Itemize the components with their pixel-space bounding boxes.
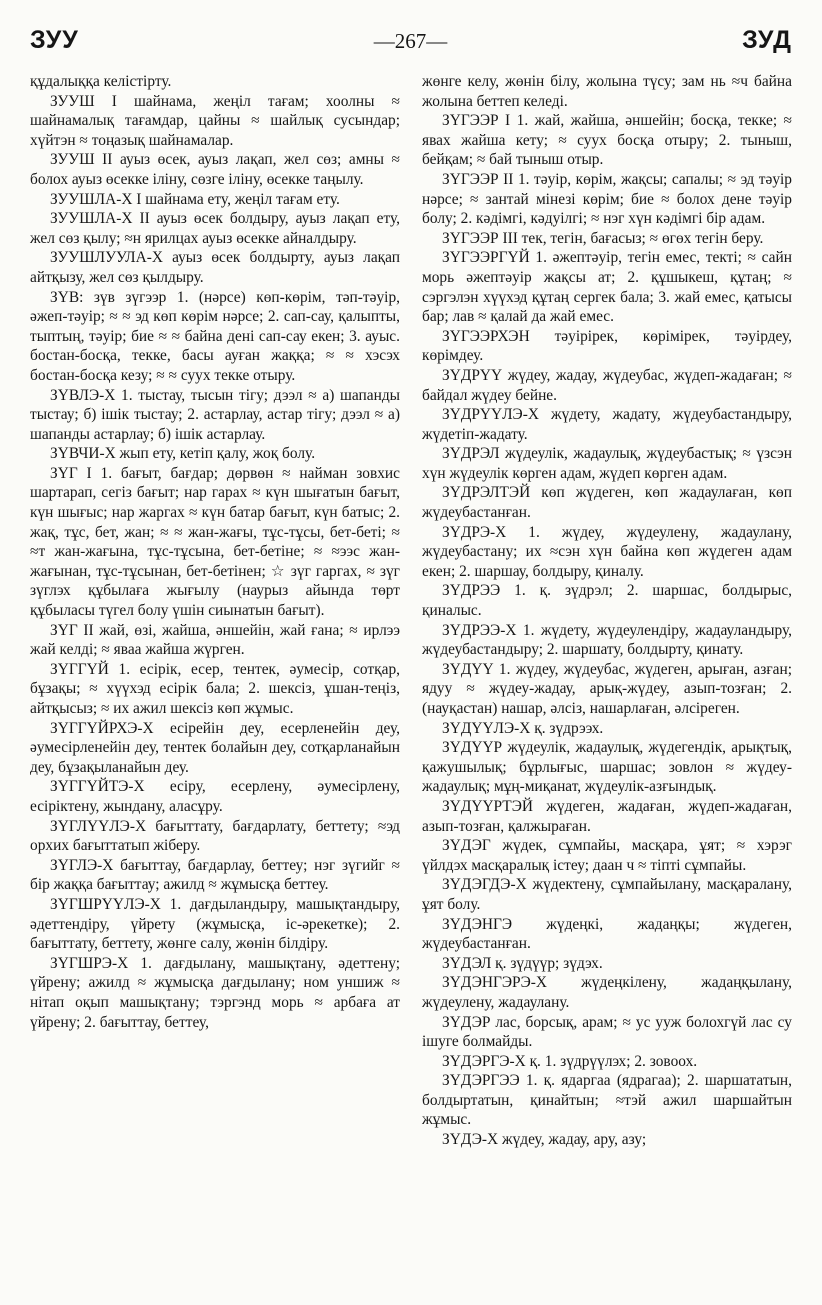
dictionary-entry: ЗҮДЭРГЭ-Х қ. 1. зүдрүүлэх; 2. зовоох. xyxy=(442,1052,698,1070)
dictionary-entry: ЗҮВЧИ-Х жып ету, кетіп қалу, жоқ болу. xyxy=(50,445,316,463)
dictionary-entry: ЗУУШ I шайнама, жеңіл тағам; хоолны ≈ шайнамалық тағамдар, цайны ≈ шайлық сусындар; хүйтэн ≈ тоңазық шайнамалар. xyxy=(30,92,400,149)
dictionary-entry: ЗҮДРҮҮ жүдеу, жадау, жүдеубас, жүдеп-жадаған; ≈ байдал жүдеу бейне. xyxy=(422,366,792,404)
dictionary-entry: ЗУУШ II ауыз өсек, ауыз лақап, жел сөз; амны ≈ болох ауыз өсекке іліну, сөзге іліну, өсекке таңылу. xyxy=(30,151,400,188)
dictionary-entry: ЗҮДҮҮЛЭ-Х қ. зүдрээх. xyxy=(442,719,604,737)
right-running-headword: ЗУД xyxy=(742,26,792,54)
dictionary-entry: ЗҮВЛЭ-Х 1. тыстау, тысын тігу; дээл ≈ а) шапанды тыстау; б) ішік тыстау; 2. астарлау, астар тігу; дээл ≈ а) шапанды астарлау; б) ішік астарлау. xyxy=(30,386,400,443)
dictionary-entry: ЗҮВ: зүв зүгээр 1. (нәрсе) көп-көрім, тәп-тәуір, әжеп-тәуір; ≈ ≈ эд көп көрім нәрсе; 2. сап-сау, қалыпты, тыптың, тәуір; бие ≈ ≈ байна дені сап-сау екен; 3. ауыс. бостан-босқа, текке, басы ауған жаққа; ≈ ≈ хэсэх бостан-босқа кезу; ≈ ≈ суух текке отыру. xyxy=(30,288,400,384)
right-column xyxy=(422,72,792,1150)
dictionary-entry: ЗҮДЭР лас, борсық, арам; ≈ ус ууж болохгүй лас су ішуге болмайды. xyxy=(422,1013,792,1051)
dictionary-entry: ЗҮДҮҮР жүдеулік, жадаулық, жүдегендік, арықтық, қажушылық; бұрлығыс, шаршас; зовлон ≈ жүдеу-жадаулық; мұң-миқанат, жүдеулік-азғындық. xyxy=(422,739,792,796)
dictionary-entry: ЗҮГ I 1. бағыт, бағдар; дөрвөн ≈ найман зовхис шартарап, сегіз бағыт; нар гарах ≈ күн шығатын бағыт, күн шығыс; нар жаргах ≈ күн батар бағыт, күн батыс; 2. жақ, тұс, бет, жан; ≈ ≈ жан-жағы, тұс-тұсы, бет-беті; ≈ ≈т жан-жағына, тұс-тұсына, бет-бетіне; ≈ ≈ээс жан-жағынан, тұс-тұсынан, бет-бетінен; ☆ зүг гаргах, ≈ зүг зүглэх құбылаға жығылу (наурыз айында төрт құбыласы түгел болу үшін сиынатын бағыт). xyxy=(30,464,400,620)
dictionary-entry: ЗҮДЭГ жүдек, сұмпайы, масқара, ұят; ≈ хэрэг үйлдэх масқаралық істеу; даан ч ≈ тіпті сұмпайы. xyxy=(422,837,792,874)
dictionary-entry: ЗҮДРЭЛТЭЙ көп жүдеген, көп жадаулаған, көп жүдеубастанған. xyxy=(422,484,792,522)
dictionary-entry: ЗҮГГҮЙТЭ-Х есіру, есерлену, әумесірлену, есіріктену, жындану, аласұру. xyxy=(30,778,400,815)
dictionary-entry: ЗҮГЭЭР I 1. жай, жайша, әншейін; босқа, текке; ≈ явах жайша кету; ≈ суух босқа отыру; 2. тыныш, бейқам; ≈ бай тыныш отыр. xyxy=(422,112,792,169)
dictionary-entry: ЗҮДЭРГЭЭ 1. қ. ядаргаа (ядрагаа); 2. шаршататын, болдыртатын, қинайтын; ≈тэй ажил шаршайтын жұмыс. xyxy=(422,1072,792,1129)
dictionary-entry: ЗУУШЛУУЛА-Х ауыз өсек болдырту, ауыз лақап айтқызу, жел сөз қылдыру. xyxy=(30,249,400,286)
dictionary-entry: ЗҮГШРҮҮЛЭ-Х 1. дағдыландыру, машықтандыру, әдеттендіру, үйрету (жұмысқа, іс-әрекетке); 2. бағыттату, беттету, жөнге салу, жөнін білдіру. xyxy=(30,895,400,953)
dictionary-entry: ЗҮГШРЭ-Х 1. дағдылану, машықтану, әдеттену; үйрену; ажилд ≈ жұмысқа дағдылану; ном уншиж ≈ нітап оқып машықтану; тэргэнд морь ≈ арбаға ат үйрену; 2. бағыттау, беттеу, xyxy=(30,954,400,1031)
dictionary-entry: құдалыққа келістірту. xyxy=(30,73,172,90)
dictionary-entry: ЗҮДЭ-Х жүдеу, жадау, ару, азу; xyxy=(442,1131,647,1149)
dictionary-entry: ЗҮГЭЭРГҮЙ 1. әжептәуір, тегін емес, текті; ≈ сайн морь әжептәуір жақсы ат; 2. құшыкеш, құтаң; ≈ сэргэлэн хүүхэд құтаң сергек бала; 3. жай емес, қатысы бар; лав ≈ қалай да жай емес. xyxy=(422,249,792,326)
dictionary-entry: ЗҮДҮҮ 1. жүдеу, жүдеубас, жүдеген, арыған, азған; ядуу ≈ жүдеу-жадау, арық-жүдеу, азып-тозған; 2. (науқастан) нашар, әлсіз, нашарлаған, әлсіреген. xyxy=(422,660,792,717)
dictionary-entry: жөнге келу, жөнін білу, жолына түсу; зам нь ≈ч байна жолына беттеп келеді. xyxy=(422,73,792,110)
dictionary-entry: ЗҮДЭГДЭ-Х жүдектену, сұмпайылану, масқаралану, ұят болу. xyxy=(422,876,792,913)
dictionary-entry: ЗҮДЭНГЭ жүдеңкі, жадаңқы; жүдеген, жүдеубастанған. xyxy=(422,915,792,953)
dictionary-entry: ЗҮДЭНГЭРЭ-Х жүдеңкілену, жадаңқылану, жүдеулену, жадаулану. xyxy=(422,974,792,1011)
dictionary-entry: ЗҮГЛҮҮЛЭ-Х бағыттату, бағдарлату, беттету; ≈эд орхих бағыттатып жіберу. xyxy=(30,817,400,855)
dictionary-entry: ЗҮГЭЭР III тек, тегін, бағасыз; ≈ өгөх тегін беру. xyxy=(442,229,764,247)
dictionary-entry: ЗҮДҮҮРТЭЙ жүдеген, жадаған, жүдеп-жадаған, азып-тозған, қалжыраған. xyxy=(422,797,792,835)
page-header xyxy=(30,26,792,66)
dictionary-entry: ЗУУШЛА-Х II ауыз өсек болдыру, ауыз лақап ету, жел сөз қылу; ≈н ярилцах ауыз өсекке айналдыру. xyxy=(30,210,400,247)
dictionary-entry: ЗҮГЛЭ-Х бағыттау, бағдарлау, беттеу; нэг зүгийг ≈ бір жаққа бағыттау; ажилд ≈ жұмысқа беттеу. xyxy=(30,856,400,894)
dictionary-entry: ЗУУШЛА-Х I шайнама ету, жеңіл тағам ету. xyxy=(50,190,340,208)
dictionary-entry: ЗҮДРҮҮЛЭ-Х жүдету, жадату, жүдеубастандыру, жүдетіп-жадату. xyxy=(422,406,792,443)
dictionary-entry: ЗҮДРЭЛ жүдеулік, жадаулық, жүдеубастық; ≈ үзсэн хүн жүдеулік көрген адам, жүдеп көрген адам. xyxy=(422,445,792,482)
dictionary-entry: ЗҮГЭЭР II 1. тәуір, көрім, жақсы; сапалы; ≈ эд тәуір нәрсе; ≈ зантай мінезі көрім; бие ≈ болох дене тәуір болу; 2. кәдімгі, кәдуілгі; ≈ нэг хүн кәдімгі бір адам. xyxy=(422,170,792,228)
left-running-headword: ЗУУ xyxy=(30,26,79,54)
dictionary-entry: ЗҮДЭЛ қ. зүдүүр; зүдэх. xyxy=(442,954,603,972)
dictionary-entry: ЗҮДРЭ-Х 1. жүдеу, жүдеулену, жадаулану, жүдеубастану; их ≈сэн хүн байна көп жүдеген адам екен; 2. шаршау, болдыру, қиналу. xyxy=(422,523,792,580)
dictionary-entry: ЗҮДРЭЭ-Х 1. жүдету, жүдеулендіру, жадауландыру, жүдеубастандыру; 2. шаршату, болдырту, қинату. xyxy=(422,621,792,659)
dictionary-entry: ЗҮГЭЭРХЭН тәуірірек, көрімірек, тәуірдеу, көрімдеу. xyxy=(422,327,792,365)
dictionary-entry: ЗҮДРЭЭ 1. қ. зүдрэл; 2. шаршас, болдырыс, қиналыс. xyxy=(422,582,792,620)
dictionary-entry: ЗҮГГҮЙРХЭ-Х есірейін деу, есерленейін деу, әумесірленейін деу, тентек болайын деу, сотқарланайын деу, бұзақыланайын деу. xyxy=(30,719,400,776)
left-column xyxy=(30,72,400,1150)
page-number: —267— xyxy=(373,29,448,53)
dictionary-entry: ЗҮГ II жай, өзі, жайша, әншейін, жай ғана; ≈ ирлээ жай келді; ≈ яваа жайша жүрген. xyxy=(30,621,400,659)
columns xyxy=(30,72,792,1150)
dictionary-entry: ЗҮГГҮЙ 1. есірік, есер, тентек, әумесір, сотқар, бұзақы; ≈ хүүхэд есірік бала; 2. шексіз, ұшан-теңіз, айтқысыз; ≈ их ажил шексіз көп жұмыс. xyxy=(30,660,400,717)
